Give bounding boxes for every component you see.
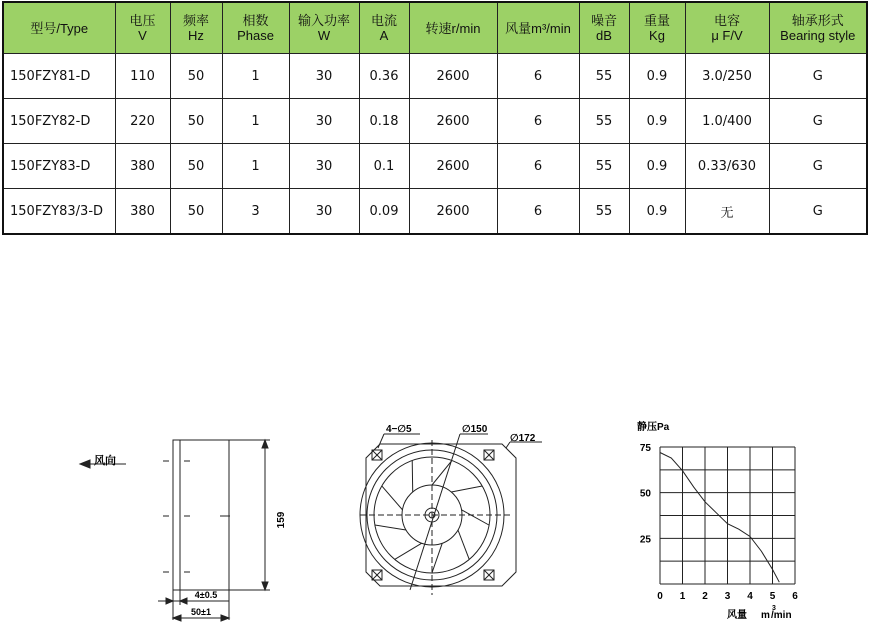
table-cell: 0.09 <box>359 189 409 235</box>
table-cell: 2600 <box>409 189 497 235</box>
table-cell: 30 <box>289 189 359 235</box>
depth-dimension-label: 50±1 <box>191 607 211 617</box>
y-tick-label: 25 <box>639 534 651 546</box>
header-text: 噪音 <box>590 13 617 28</box>
table-header-row <box>3 2 867 54</box>
fan-spoke <box>432 461 452 485</box>
table-cell: 30 <box>289 99 359 144</box>
fan-spoke <box>458 530 469 559</box>
y-tick-label: 50 <box>639 488 651 500</box>
header-text: Phase <box>237 28 274 43</box>
hole-leader <box>378 434 384 448</box>
header-text: 型号/Type <box>30 20 89 36</box>
header-cell <box>289 2 359 54</box>
table-cell: 0.33/630 <box>685 144 769 189</box>
chart-ylabel: 静压Pa <box>637 422 670 433</box>
header-cell <box>497 2 579 54</box>
table-cell: 50 <box>170 189 222 235</box>
dia172-label: ∅172 <box>510 433 536 444</box>
table-cell: 0.1 <box>359 144 409 189</box>
x-tick-label: 1 <box>679 591 686 602</box>
table-cell: 380 <box>115 144 170 189</box>
table-cell: 50 <box>170 54 222 99</box>
table-cell: 1.0/400 <box>685 99 769 144</box>
table-cell: G <box>769 189 867 235</box>
table-cell: G <box>769 144 867 189</box>
table-cell: 2600 <box>409 99 497 144</box>
header-text: 电压 <box>129 13 156 28</box>
model-cell: 150FZY83-D <box>3 144 115 189</box>
table-cell: 55 <box>579 189 629 235</box>
table-row <box>3 99 867 144</box>
header-text: V <box>138 28 147 43</box>
table-cell: 1 <box>222 54 289 99</box>
airflow-label: 风向 <box>94 455 116 467</box>
table-cell: 0.9 <box>629 189 685 235</box>
table-cell: 55 <box>579 99 629 144</box>
x-tick-label: 0 <box>657 591 663 602</box>
flange-dimension-label: 4±0.5 <box>194 590 218 600</box>
table-cell: 30 <box>289 54 359 99</box>
table-cell: 0.36 <box>359 54 409 99</box>
header-text: 频率 <box>182 13 209 28</box>
airflow-arrow-head <box>80 460 90 468</box>
chart-ticks <box>640 443 798 602</box>
header-cell <box>629 2 685 54</box>
header-cell <box>579 2 629 54</box>
x-tick-label: 6 <box>792 591 798 602</box>
header-text: 转速r/min <box>425 20 481 36</box>
table-cell: G <box>769 54 867 99</box>
table-row <box>3 144 867 189</box>
fan-spoke <box>395 543 422 559</box>
model-cell: 150FZY81-D <box>3 54 115 99</box>
header-text: 重量 <box>643 13 670 28</box>
model-cell: 150FZY83/3-D <box>3 189 115 235</box>
header-cell <box>685 2 769 54</box>
front-view-drawing <box>350 420 550 620</box>
table-cell: 6 <box>497 99 579 144</box>
header-cell <box>359 2 409 54</box>
header-text: 相数 <box>242 13 269 28</box>
x-tick-label: 2 <box>702 591 708 602</box>
table-cell: 2600 <box>409 144 497 189</box>
table-cell: 2600 <box>409 54 497 99</box>
header-text: μ F/V <box>711 28 743 43</box>
chart-xlabel-rest: /min <box>771 610 792 621</box>
fan-spoke <box>432 543 442 573</box>
header-text: dB <box>596 28 612 43</box>
table-cell: 1 <box>222 144 289 189</box>
table-cell: 6 <box>497 189 579 235</box>
header-text: Hz <box>188 28 204 43</box>
table-cell: 380 <box>115 189 170 235</box>
header-text: Bearing style <box>780 28 856 43</box>
table-cell: 0.9 <box>629 54 685 99</box>
hole-label: 4−∅5 <box>386 424 412 435</box>
side-view-drawing <box>70 430 290 627</box>
table-cell: 30 <box>289 144 359 189</box>
chart-xlabel-exp: 3 <box>772 605 776 612</box>
header-text: 风量m³/min <box>505 20 571 36</box>
fan-spoke <box>451 486 482 492</box>
chart-xlabel-unit: m <box>761 610 770 621</box>
chart-xlabel-main: 风量 <box>727 610 747 621</box>
table-cell: 50 <box>170 99 222 144</box>
header-text: W <box>317 28 331 43</box>
y-tick-label: 75 <box>639 443 651 454</box>
header-text: 电容 <box>713 13 740 28</box>
model-cell: 150FZY82-D <box>3 99 115 144</box>
table-cell: 6 <box>497 144 579 189</box>
table-cell: 3 <box>222 189 289 235</box>
table-cell: 无 <box>685 189 769 235</box>
table-row <box>3 54 867 99</box>
table-cell: 0.9 <box>629 144 685 189</box>
header-cell <box>769 2 867 54</box>
header-text: Kg <box>649 28 665 43</box>
header-text: A <box>379 28 389 43</box>
height-dimension-label: 159 <box>276 511 287 529</box>
x-tick-label: 5 <box>769 591 776 602</box>
performance-chart <box>625 415 825 625</box>
fan-spoke <box>462 510 490 525</box>
header-cell <box>222 2 289 54</box>
header-text: 轴承形式 <box>791 13 844 28</box>
table-cell: 3.0/250 <box>685 54 769 99</box>
table-cell: 0.9 <box>629 99 685 144</box>
header-text: 电流 <box>370 13 397 28</box>
table-cell: 50 <box>170 144 222 189</box>
header-cell <box>3 2 115 54</box>
header-cell <box>409 2 497 54</box>
fan-side-body <box>173 440 229 590</box>
x-tick-label: 4 <box>747 591 753 602</box>
table-cell: 110 <box>115 54 170 99</box>
spec-table <box>2 1 868 235</box>
table-cell: 1 <box>222 99 289 144</box>
fan-spoke <box>412 460 413 492</box>
table-cell: 55 <box>579 54 629 99</box>
table-cell: 220 <box>115 99 170 144</box>
table-cell: 0.18 <box>359 99 409 144</box>
header-cell <box>170 2 222 54</box>
header-text: 输入功率 <box>297 13 350 28</box>
fan-spoke <box>375 525 406 530</box>
table-row <box>3 189 867 235</box>
chart-series-line <box>660 453 779 583</box>
header-cell <box>115 2 170 54</box>
fan-spoke <box>382 486 403 510</box>
table-cell: G <box>769 99 867 144</box>
x-tick-label: 3 <box>724 591 731 602</box>
table-cell: 55 <box>579 144 629 189</box>
dia150-label: ∅150 <box>462 424 488 435</box>
table-cell: 6 <box>497 54 579 99</box>
